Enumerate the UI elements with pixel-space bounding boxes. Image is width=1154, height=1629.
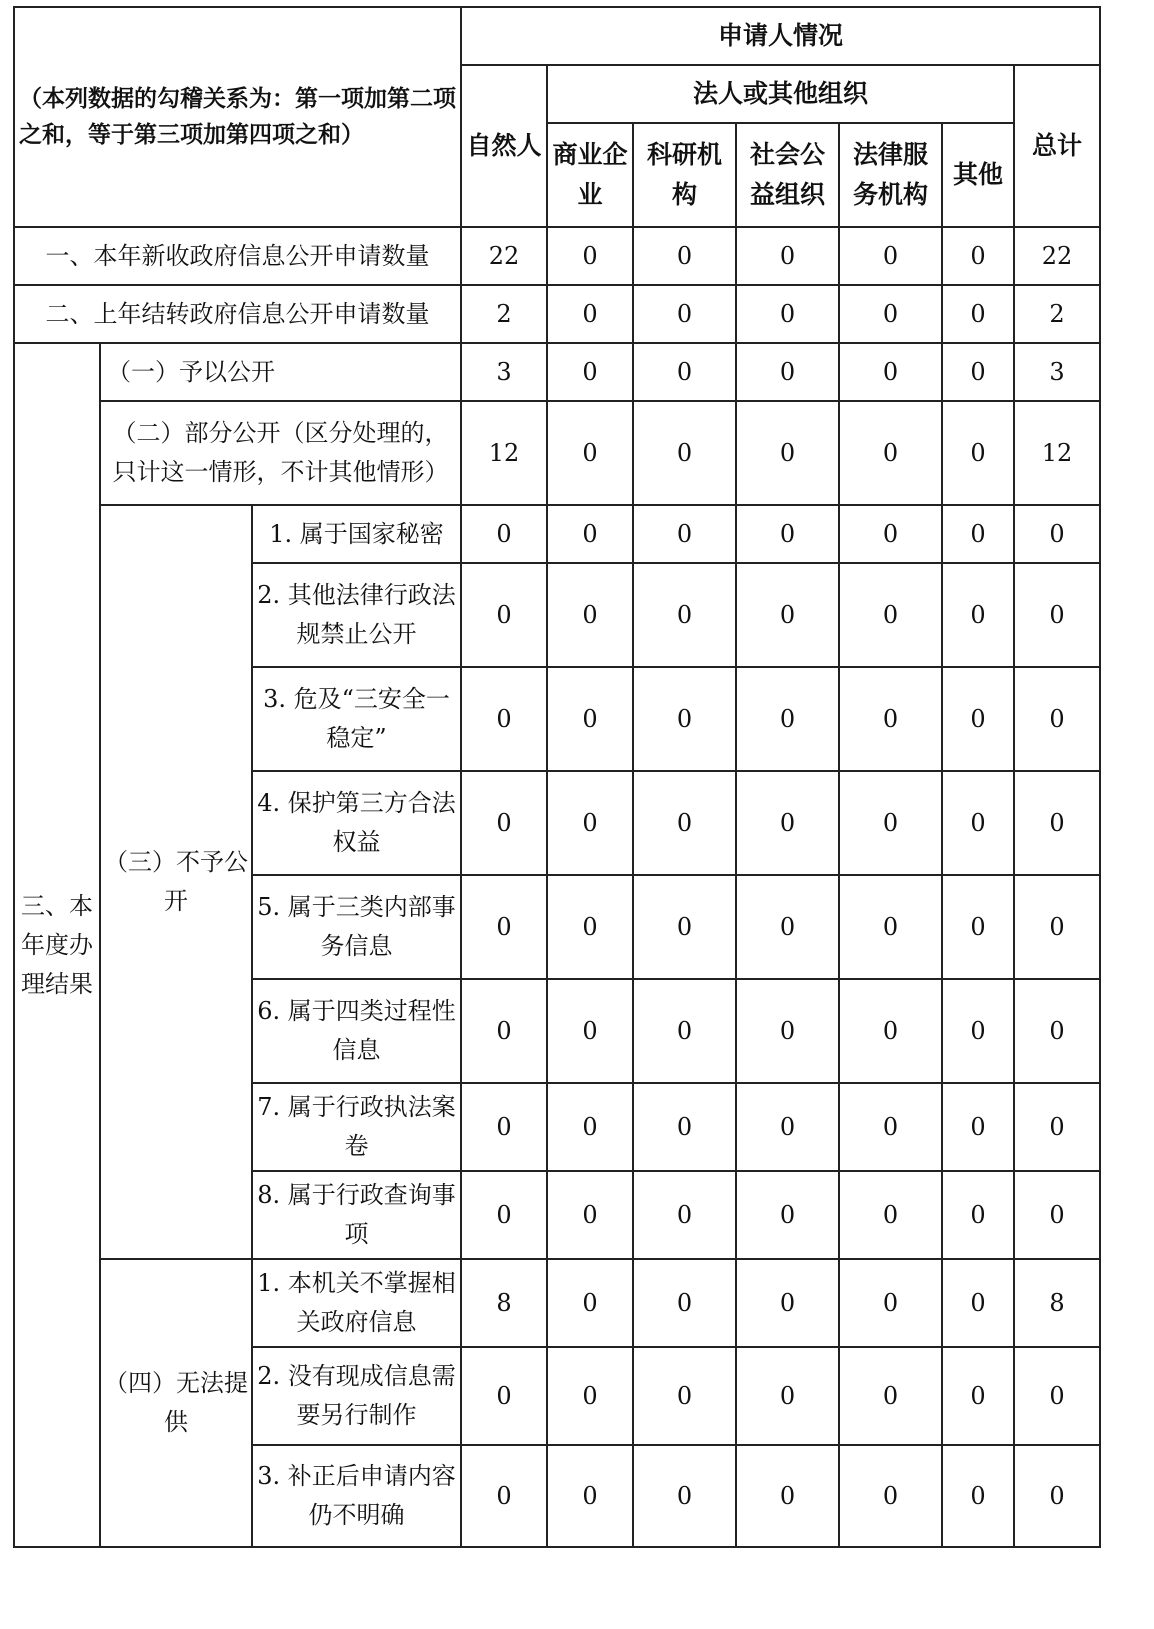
cell-total: 0 <box>1014 1083 1100 1171</box>
header-note: （本列数据的勾稽关系为：第一项加第二项之和，等于第三项加第四项之和） <box>14 7 461 227</box>
cell-commercial: 0 <box>547 667 633 771</box>
cell-research: 0 <box>633 1347 736 1445</box>
cell-commercial: 0 <box>547 563 633 667</box>
row-label: 1. 本机关不掌握相关政府信息 <box>252 1259 461 1347</box>
cell-natural-person: 0 <box>461 1171 547 1259</box>
row-label: 1. 属于国家秘密 <box>252 505 461 563</box>
row-label: 6. 属于四类过程性信息 <box>252 979 461 1083</box>
cell-total: 3 <box>1014 343 1100 401</box>
cell-legal-service: 0 <box>839 505 942 563</box>
cell-commercial: 0 <box>547 401 633 505</box>
header-legal-service: 法律服务机构 <box>839 123 942 227</box>
cell-legal-service: 0 <box>839 285 942 343</box>
cell-social-welfare: 0 <box>736 979 839 1083</box>
cell-research: 0 <box>633 771 736 875</box>
cell-social-welfare: 0 <box>736 505 839 563</box>
cell-natural-person: 2 <box>461 285 547 343</box>
cell-commercial: 0 <box>547 1171 633 1259</box>
table-row <box>14 285 1100 343</box>
cell-research: 0 <box>633 979 736 1083</box>
cell-total: 12 <box>1014 401 1100 505</box>
cell-commercial: 0 <box>547 1083 633 1171</box>
row-label: 7. 属于行政执法案卷 <box>252 1083 461 1171</box>
cell-natural-person: 0 <box>461 1083 547 1171</box>
table-row <box>14 401 1100 505</box>
cell-commercial: 0 <box>547 875 633 979</box>
cell-social-welfare: 0 <box>736 343 839 401</box>
cell-legal-service: 0 <box>839 771 942 875</box>
cell-total: 0 <box>1014 667 1100 771</box>
group-3-label: （三）不予公开 <box>100 505 252 1259</box>
cell-social-welfare: 0 <box>736 771 839 875</box>
cell-research: 0 <box>633 1171 736 1259</box>
header-legal-org-group: 法人或其他组织 <box>547 65 1014 123</box>
cell-social-welfare: 0 <box>736 667 839 771</box>
cell-legal-service: 0 <box>839 1083 942 1171</box>
cell-natural-person: 22 <box>461 227 547 285</box>
cell-other: 0 <box>942 1445 1014 1547</box>
cell-commercial: 0 <box>547 1445 633 1547</box>
cell-legal-service: 0 <box>839 875 942 979</box>
cell-legal-service: 0 <box>839 667 942 771</box>
header-natural-person: 自然人 <box>461 65 547 227</box>
cell-total: 0 <box>1014 979 1100 1083</box>
cell-total: 0 <box>1014 875 1100 979</box>
cell-social-welfare: 0 <box>736 1171 839 1259</box>
cell-natural-person: 0 <box>461 771 547 875</box>
row-label: 2. 没有现成信息需要另行制作 <box>252 1347 461 1445</box>
cell-social-welfare: 0 <box>736 1347 839 1445</box>
cell-other: 0 <box>942 1259 1014 1347</box>
cell-natural-person: 0 <box>461 667 547 771</box>
cell-natural-person: 0 <box>461 1445 547 1547</box>
table-row <box>14 343 1100 401</box>
cell-research: 0 <box>633 401 736 505</box>
cell-commercial: 0 <box>547 1259 633 1347</box>
row-label: 二、上年结转政府信息公开申请数量 <box>14 285 461 343</box>
cell-natural-person: 12 <box>461 401 547 505</box>
cell-legal-service: 0 <box>839 343 942 401</box>
cell-commercial: 0 <box>547 505 633 563</box>
cell-research: 0 <box>633 227 736 285</box>
cell-other: 0 <box>942 1347 1014 1445</box>
row-label: （一）予以公开 <box>100 343 461 401</box>
cell-commercial: 0 <box>547 227 633 285</box>
cell-research: 0 <box>633 343 736 401</box>
cell-social-welfare: 0 <box>736 285 839 343</box>
cell-legal-service: 0 <box>839 979 942 1083</box>
cell-total: 8 <box>1014 1259 1100 1347</box>
cell-other: 0 <box>942 227 1014 285</box>
cell-legal-service: 0 <box>839 227 942 285</box>
row-label: （二）部分公开（区分处理的，只计这一情形，不计其他情形） <box>100 401 461 505</box>
cell-other: 0 <box>942 979 1014 1083</box>
cell-total: 0 <box>1014 1347 1100 1445</box>
cell-natural-person: 8 <box>461 1259 547 1347</box>
header-total: 总计 <box>1014 65 1100 227</box>
cell-social-welfare: 0 <box>736 563 839 667</box>
header-social-welfare: 社会公益组织 <box>736 123 839 227</box>
cell-research: 0 <box>633 1445 736 1547</box>
cell-legal-service: 0 <box>839 1171 942 1259</box>
cell-legal-service: 0 <box>839 1259 942 1347</box>
cell-legal-service: 0 <box>839 401 942 505</box>
cell-other: 0 <box>942 401 1014 505</box>
cell-research: 0 <box>633 1259 736 1347</box>
cell-research: 0 <box>633 1083 736 1171</box>
cell-other: 0 <box>942 1083 1014 1171</box>
cell-other: 0 <box>942 505 1014 563</box>
cell-total: 22 <box>1014 227 1100 285</box>
cell-total: 2 <box>1014 285 1100 343</box>
cell-social-welfare: 0 <box>736 401 839 505</box>
cell-natural-person: 0 <box>461 505 547 563</box>
header-research: 科研机构 <box>633 123 736 227</box>
header-applicant-situation: 申请人情况 <box>461 7 1100 65</box>
cell-research: 0 <box>633 563 736 667</box>
cell-research: 0 <box>633 667 736 771</box>
row-label: 3. 补正后申请内容仍不明确 <box>252 1445 461 1547</box>
section-3-label: 三、本年度办理结果 <box>14 343 100 1547</box>
cell-natural-person: 0 <box>461 563 547 667</box>
cell-legal-service: 0 <box>839 563 942 667</box>
cell-research: 0 <box>633 875 736 979</box>
cell-research: 0 <box>633 285 736 343</box>
cell-other: 0 <box>942 343 1014 401</box>
cell-social-welfare: 0 <box>736 875 839 979</box>
row-label: 5. 属于三类内部事务信息 <box>252 875 461 979</box>
cell-other: 0 <box>942 875 1014 979</box>
cell-commercial: 0 <box>547 343 633 401</box>
disclosure-table-container <box>13 6 1101 1548</box>
cell-other: 0 <box>942 771 1014 875</box>
cell-total: 0 <box>1014 563 1100 667</box>
cell-other: 0 <box>942 563 1014 667</box>
cell-natural-person: 0 <box>461 875 547 979</box>
cell-social-welfare: 0 <box>736 227 839 285</box>
cell-social-welfare: 0 <box>736 1259 839 1347</box>
cell-commercial: 0 <box>547 979 633 1083</box>
cell-social-welfare: 0 <box>736 1445 839 1547</box>
table-row <box>14 1259 1100 1347</box>
table-row <box>14 227 1100 285</box>
cell-natural-person: 0 <box>461 979 547 1083</box>
group-4-label: （四）无法提供 <box>100 1259 252 1547</box>
cell-social-welfare: 0 <box>736 1083 839 1171</box>
cell-total: 0 <box>1014 771 1100 875</box>
row-label: 3. 危及“三安全一稳定” <box>252 667 461 771</box>
cell-natural-person: 0 <box>461 1347 547 1445</box>
table-row <box>14 505 1100 563</box>
cell-other: 0 <box>942 285 1014 343</box>
disclosure-table <box>13 6 1101 1548</box>
cell-research: 0 <box>633 505 736 563</box>
row-label: 8. 属于行政查询事项 <box>252 1171 461 1259</box>
cell-natural-person: 3 <box>461 343 547 401</box>
cell-legal-service: 0 <box>839 1347 942 1445</box>
header-commercial: 商业企业 <box>547 123 633 227</box>
cell-legal-service: 0 <box>839 1445 942 1547</box>
header-other: 其他 <box>942 123 1014 227</box>
cell-other: 0 <box>942 667 1014 771</box>
cell-total: 0 <box>1014 505 1100 563</box>
row-label: 一、本年新收政府信息公开申请数量 <box>14 227 461 285</box>
cell-other: 0 <box>942 1171 1014 1259</box>
cell-commercial: 0 <box>547 1347 633 1445</box>
cell-total: 0 <box>1014 1171 1100 1259</box>
cell-commercial: 0 <box>547 771 633 875</box>
row-label: 4. 保护第三方合法权益 <box>252 771 461 875</box>
row-label: 2. 其他法律行政法规禁止公开 <box>252 563 461 667</box>
cell-total: 0 <box>1014 1445 1100 1547</box>
cell-commercial: 0 <box>547 285 633 343</box>
